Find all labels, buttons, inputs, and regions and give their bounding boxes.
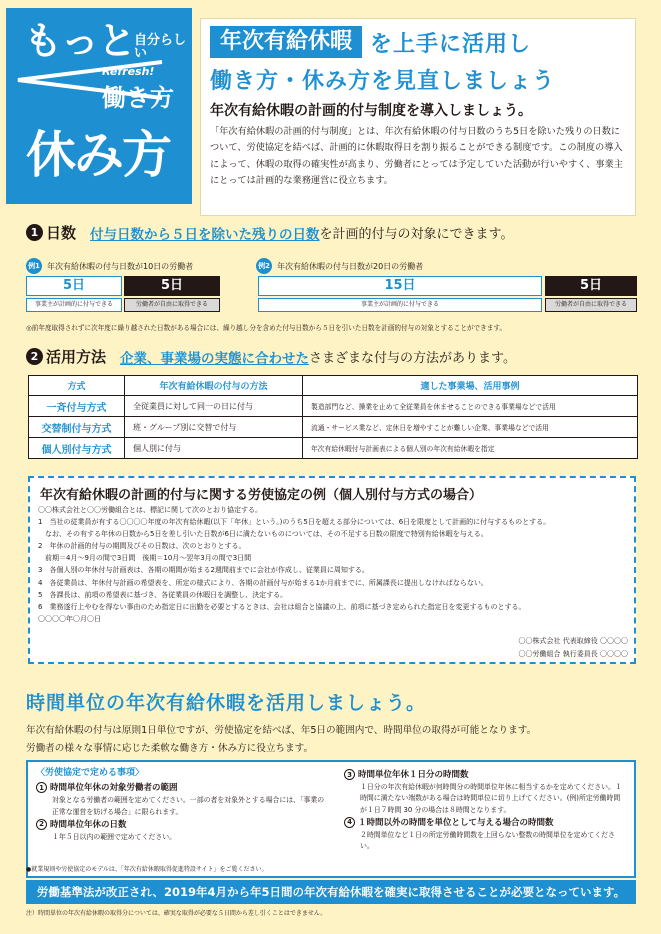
method-case: 年次有給休暇付与計画表による個人別の年次有給休暇を指定 [303, 438, 638, 459]
logo-line3: 休み方 [26, 126, 170, 184]
item-text: ２時間単位など１日の所定労働時間数を上回らない整数の時間単位を定めてください。 [360, 830, 615, 851]
hourly-leave-heading: 時間単位の年次有給休暇を活用しましょう。 [26, 692, 427, 714]
logo-line2: 働き方 [102, 84, 174, 112]
labor-agreement-items-box [26, 760, 636, 878]
method-case: 流通・サービス業など、定休日を増やすことが難しい企業、事業場などで活用 [303, 417, 638, 438]
item-title [36, 781, 328, 795]
table-row [29, 417, 638, 438]
example1-label [26, 258, 193, 274]
item-number: 4 [344, 817, 355, 828]
item-title-text: １時間以外の時間を単位として与える場合の時間数 [358, 817, 554, 828]
title-tag: 年次有給休暇 [210, 26, 362, 58]
example1-free-days: 5日 [124, 276, 220, 296]
method-how: 全従業員に対して同一の日に付与 [125, 396, 303, 417]
logo-line1: もっと [24, 19, 136, 63]
hourly-leave-body [26, 722, 536, 758]
method-how: 個人別に付与 [125, 438, 303, 459]
section2-highlight: 企業、事業場の実態に合わせた [120, 350, 310, 367]
agreement-signature-union: 〇〇労働組合 執行委員長 〇〇〇〇 [518, 650, 628, 658]
agreement-line: 1 当社の従業員が有する〇〇〇〇年度の年次有給休暇(以下「年休」という。)のうち5日を超える部分については、6日を限度として計画的に付与するものとする。 [38, 518, 551, 527]
hourly-leave-body-line: 労働者の様々な事情に応じた柔軟な働き方・休み方に役立ちます。 [26, 743, 314, 754]
agreement-line: 5 各課長は、前項の希望表に基づき、各従業員の休暇日を調整し、決定する。 [38, 590, 288, 599]
items-right-column [344, 768, 626, 852]
table-header-how: 年次有給休暇の付与の方法 [125, 376, 303, 396]
items-left-column [36, 768, 328, 843]
section2-rest: さまざまな付与の方法があります。 [309, 351, 516, 366]
agreement-date: 〇〇〇〇年〇月〇日 [38, 614, 101, 623]
table-row [29, 438, 638, 459]
item-title-text: 時間単位年休の対象労働者の範囲 [50, 783, 178, 794]
example2-free-note: 労働者が自由に取得できる [545, 298, 637, 312]
logo-refresh: Refresh! [102, 65, 155, 78]
table-header-method: 方式 [29, 376, 125, 396]
example2-free-days: 5日 [545, 276, 637, 296]
item-title [344, 816, 626, 830]
agreement-line: 6 業務遂行上やむを得ない事由のため指定日に出勤を必要とするときは、会社は組合と協議の上、前項に基づき定められた指定日を変更するものとする。 [38, 602, 526, 611]
section1-note: ◎前年度取得されずに次年度に繰り越された日数がある場合には、繰り越し分を含めた付与日数から５日を引いた日数を計画的付与の対象とすることができます。 [26, 324, 506, 332]
item-title-text: 時間単位年休の日数 [50, 819, 127, 830]
logo-line1-small: 自分らしい [134, 33, 187, 61]
agreement-line: 2 年休の計画的付与の期間及びその日数は、次のとおりとする。 [38, 542, 246, 551]
bottom-note: 注）時間単位の年次有給休暇の取得分については、確実な取得が必要な５日間から差し引くことはできません。 [26, 910, 327, 917]
agreement-line: なお、その有する年休の日数から5日を差し引いた日数が6日に満たないものについては、その不足する日数の限度で特別有給休暇を与える。 [38, 530, 488, 539]
example1-badge: 例1 [26, 258, 42, 274]
example1-free-note: 労働者が自由に取得できる [124, 298, 220, 312]
agreement-signature-company: 〇〇株式会社 代表取締役 〇〇〇〇 [518, 637, 628, 645]
item-number: 2 [36, 819, 47, 830]
item-text: 対象となる労働者の範囲を定めてください。一部の者を対象外とする場合には、「事業の正常な運営を妨げる場合」に限られます。 [52, 796, 325, 816]
section1-heading [26, 222, 513, 243]
item-title [344, 768, 626, 782]
method-name: 個人別付与方式 [29, 438, 125, 459]
agreement-title: 年次有給休暇の計画的付与に関する労使協定の例（個人別付与方式の場合） [40, 488, 483, 503]
item-text: １年５日以内の範囲で定めてください。 [52, 832, 177, 841]
page-subtitle: 働き方・休み方を見直しましょう [210, 69, 556, 94]
method-case: 製造部門など、操業を止めて全従業員を休ませることのできる事業場などで活用 [303, 396, 638, 417]
agreement-example-box [28, 476, 636, 664]
item-number: 1 [36, 782, 47, 793]
page-title [210, 26, 531, 58]
title-rest: を上手に活用し [370, 31, 532, 57]
item-text: １日分の年次有給休暇が何時間分の時間単位年休に相当するかを定めてください。１時間に満たない端数がある場合は時間単位に切り上げてください。(例)所定労働時間が１日７時間 30 分の場合は８時間となります。 [360, 783, 622, 814]
method-name: 交替制付与方式 [29, 417, 125, 438]
items-heading: 〈労使協定で定める事項〉 [36, 768, 145, 778]
example2-badge: 例2 [256, 258, 272, 274]
section1-number: 1 [26, 224, 43, 241]
intro-body: 「年次有給休暇の計画的付与制度」とは、年次有給休暇の付与日数のうち5日を除いた残りの日数について、労使協定を結べば、計画的に休暇取得日を割り振ることができる制度です。この制度の導入によって、休暇の取得の確実性が高まり、労働者にとっては予定していた活動が行いやすく、事業主にとっては計画的な業務運営に役立ちます。 [210, 126, 623, 187]
section1-title: 日数 [46, 224, 77, 242]
item-title [36, 818, 328, 832]
example2-planned-days: 15日 [258, 276, 542, 296]
campaign-logo [6, 8, 192, 204]
methods-table [28, 375, 638, 459]
model-footnote: ●就業規則や労使協定のモデルは、「年次有給休暇取得促進特設サイト」をご覧ください。 [26, 866, 268, 873]
law-revision-banner: 労働基準法が改正され、2019年4月から年5日間の年次有給休暇を確実に取得させることが必要となっています。 [26, 880, 636, 904]
item-title-text: 時間単位年休１日分の時間数 [358, 770, 469, 780]
agreement-line: 4 各従業員は、年休付与計画の希望表を、所定の様式により、各期の計画付与が始まる1か月前までに、所属課長に提出しなければならない。 [38, 578, 488, 587]
item-number: 3 [344, 769, 355, 780]
agreement-body [38, 504, 628, 625]
example2-text: 年次有給休暇の付与日数が20日の労働者 [277, 261, 424, 271]
example1-planned-days: 5日 [26, 276, 122, 296]
section1-rest: を計画的付与の対象にできます。 [319, 227, 514, 242]
agreement-line: 3 各個人別の年休付与計画表は、各期の期間が始まる2週間前までに会社が作成し、従業員に周知する。 [38, 566, 369, 575]
example2-label [256, 258, 423, 274]
agreement-line: 〇〇株式会社と〇〇労働組合とは、標記に関して次のとおり協定する。 [38, 506, 262, 514]
section2-heading [26, 346, 516, 367]
example1-text: 年次有給休暇の付与日数が10日の労働者 [47, 261, 194, 271]
example2-planned-note: 事業主が計画的に付与できる [258, 298, 542, 312]
table-header-case: 適した事業場、活用事例 [303, 376, 638, 396]
section1-highlight: 付与日数から５日を除いた残りの日数 [90, 226, 320, 243]
section2-number: 2 [26, 348, 43, 365]
method-how: 班・グループ別に交替で付与 [125, 417, 303, 438]
table-header-row [29, 376, 638, 396]
example1-planned-note: 事業主が計画的に付与できる [26, 298, 122, 312]
table-row [29, 396, 638, 417]
method-name: 一斉付与方式 [29, 396, 125, 417]
agreement-line: 前期＝4月～9月の間で3日間 後期＝10月～翌年3月の間で3日間 [38, 554, 252, 563]
section2-title: 活用方法 [46, 348, 107, 366]
intro-heading: 年次有給休暇の計画的付与制度を導入しましょう。 [210, 103, 532, 119]
hourly-leave-body-line: 年次有給休暇の付与は原則1日単位ですが、労使協定を結べば、年5日の範囲内で、時間単位の取得が可能となります。 [26, 725, 537, 736]
